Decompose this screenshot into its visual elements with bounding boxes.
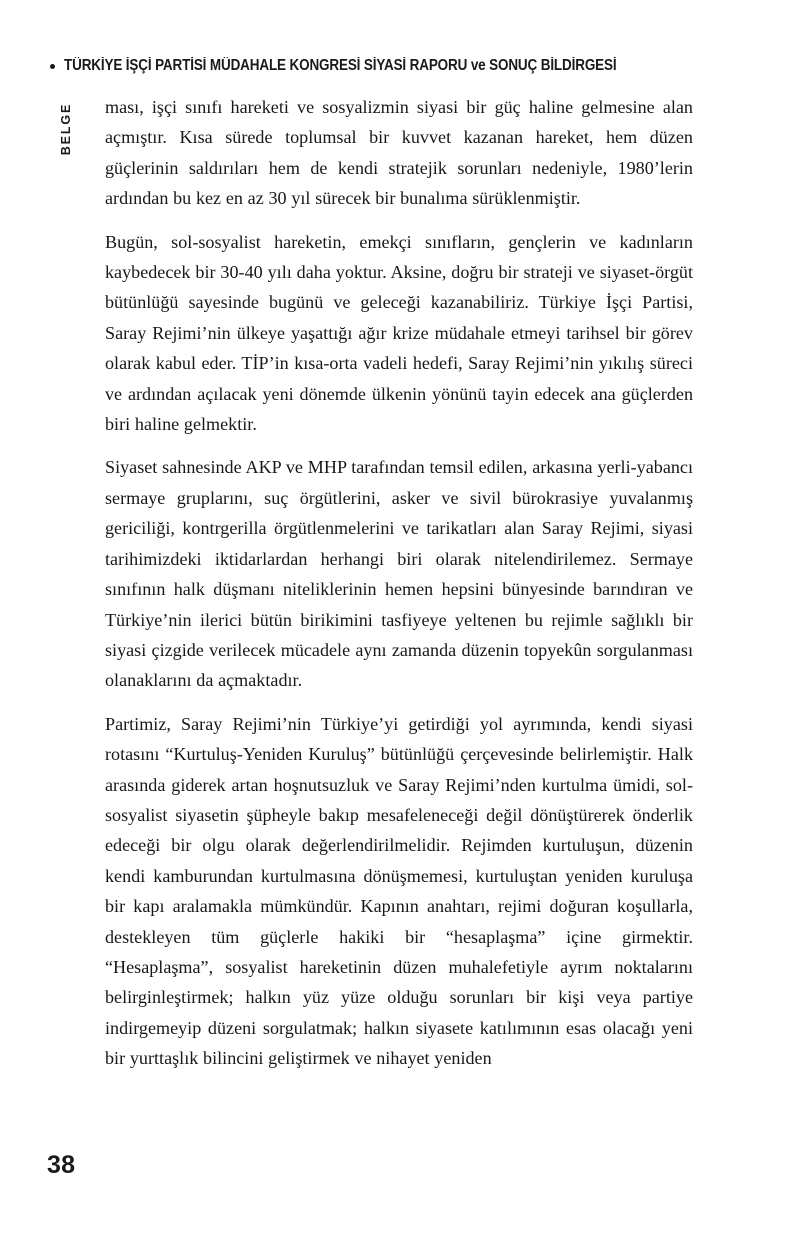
paragraph: ması, işçi sınıfı hareketi ve sosyalizmin siyasi bir güç haline gelmesine alan açmıştır. Kısa sürede toplumsal bir kuvvet kazanan hareket, hem düzen güçlerinin saldırıları hem de kendi stratejik sorunları nedeniyle, 1980’lerin ardından bu kez en az 30 yıl sürecek bir bunalıma sürüklenmiştir. (105, 97, 693, 209)
paragraph: Siyaset sahnesinde AKP ve MHP tarafından temsil edilen, arkasına yerli-yabancı sermaye gruplarını, suç örgütlerini, asker ve sivil bürokrasiye yuvalanmış gericiliği, kontrgerilla örgütlenmelerini ve tarikatları alan Saray Rejimi, siyasi tarihimizdeki iktidarlardan herhangi biri olarak nitelendirilemez. Sermaye sınıfının halk düşmanı niteliklerinin hemen hepsini bünyesinde barındıran ve Türkiye’nin ilerici bütün birikimini tasfiyeye yeltenen bu rejimle sağlıklı bir siyasi çizgide verilecek mücadele aynı zamanda düzenin topyekûn sorgulanması olanaklarını da açmaktadır. (105, 457, 693, 691)
side-tab-label: BELGE (58, 102, 73, 156)
bullet-dot-icon (50, 64, 55, 69)
page-number: 38 (47, 1151, 76, 1179)
running-header (50, 58, 750, 73)
running-header-title: TÜRKİYE İŞÇİ PARTİSİ MÜDAHALE KONGRESİ SİYASİ RAPORU ve SONUÇ BİLDİRGESİ (64, 57, 617, 74)
paragraph: Bugün, sol-sosyalist hareketin, emekçi sınıfların, gençlerin ve kadınların kaybedecek bir 30-40 yılı daha yoktur. Aksine, doğru bir strateji ve siyaset-örgüt bütünlüğü sayesinde bugünü ve geleceği kazanabiliriz. Türkiye İşçi Partisi, Saray Rejimi’nin ülkeye yaşattığı ağır krize müdahale etmeyi tarihsel bir görev olarak kabul eder. TİP’in kısa-orta vadeli hedefi, Saray Rejimi’nin yıkılış süreci ve ardından açılacak yeni dönemde ülkenin yönünü tayin edecek ana güçlerden biri haline gelmektir. (105, 231, 693, 435)
section-side-tab (57, 86, 75, 172)
body-text-column (105, 92, 693, 1074)
paragraph: Partimiz, Saray Rejimi’nin Türkiye’yi getirdiği yol ayrımında, kendi siyasi rotasını “Kurtuluş-Yeniden Kuruluş” bütünlüğü çerçevesinde belirlemiştir. Halk arasında giderek artan hoşnutsuzluk ve Saray Rejimi’nden kurtulma ümidi, sol-sosyalist siyasetin şüpheyle bakıp mesafeleneceği değil dönüştürerek önderlik edeceği bir olgu olarak değerlendirilmelidir. Rejimden kurtuluşun, düzenin kendi kamburundan kurtulmasına dönüşmemesi, kurtuluştan yeniden kuruluşa bir kapı aralamakla mümkündür. Kapının anahtarı, rejimi doğuran koşullarla, destekleyen tüm güçlerle hakiki bir “hesaplaşma” içine girmektir. “Hesaplaşma”, sosyalist hareketinin düzen muhalefetiyle ayrım noktalarını belirginleştirmek; halkın yüz yüze olduğu sorunları bir kişi veya partiye indirgemeyip düzeni sorgulatmak; halkın siyasete katılımının esas olacağı yeni bir yurttaşlık bilincini geliştirmek ve nihayet yeniden (105, 713, 693, 1069)
